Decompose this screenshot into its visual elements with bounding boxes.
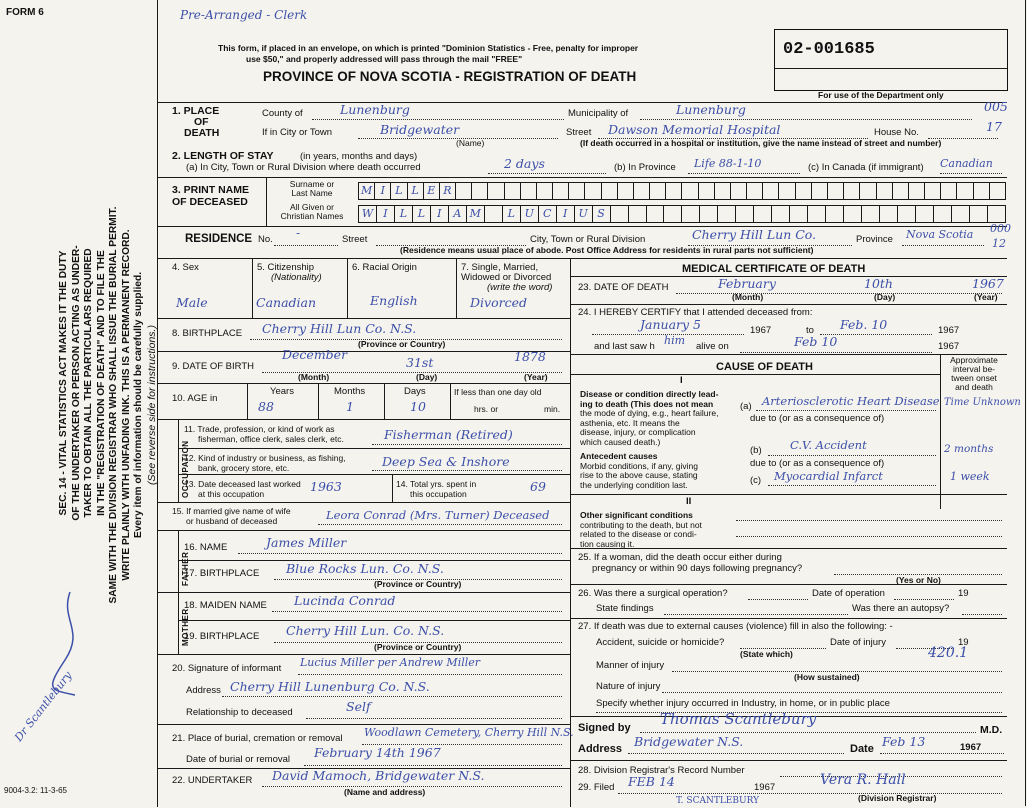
letter-box[interactable]: E [424, 183, 440, 199]
cause-c-value: Myocardial Infarct [774, 469, 883, 483]
cause-a-value: Arteriosclerotic Heart Disease [762, 394, 940, 408]
letter-box[interactable] [925, 183, 941, 199]
letter-box[interactable] [844, 206, 862, 222]
trade-value: Fisherman (Retired) [384, 427, 513, 442]
stay-canada-value: Canadian [940, 157, 993, 170]
cause-c-interval: 1 week [950, 470, 990, 483]
letter-box[interactable] [812, 183, 828, 199]
letter-box[interactable] [747, 183, 763, 199]
letter-box[interactable] [772, 206, 790, 222]
cause-b-value: C.V. Accident [790, 438, 867, 452]
letter-box[interactable] [488, 183, 504, 199]
letter-box[interactable]: W [359, 206, 377, 222]
relationship-value: Self [346, 699, 371, 714]
last-worked-value: 1963 [310, 479, 342, 494]
marital-value: Divorced [470, 295, 527, 310]
registrar-signature: Vera R. Hall [820, 772, 906, 788]
letter-box[interactable] [941, 183, 957, 199]
county-value: Lunenburg [340, 102, 410, 117]
physician-signature: Thomas Scantlebury [660, 710, 817, 728]
attended-from: January 5 [640, 317, 701, 332]
side-signature: Dr Scantlebury [12, 669, 75, 745]
letter-box[interactable]: L [408, 183, 424, 199]
letter-box[interactable] [699, 183, 715, 199]
letter-box[interactable] [990, 183, 1005, 199]
letter-box[interactable] [682, 206, 700, 222]
sex-value: Male [176, 295, 208, 310]
letter-box[interactable] [537, 183, 553, 199]
last-seen-value: Feb 10 [794, 334, 838, 349]
mother-maiden-value: Lucinda Conrad [294, 593, 396, 608]
cause-header: CAUSE OF DEATH [716, 361, 813, 373]
residence-city-value: Cherry Hill Lun Co. [692, 227, 817, 242]
letter-box[interactable]: L [413, 206, 431, 222]
letter-box[interactable]: I [557, 206, 575, 222]
side-instruction-2: SAME WITH THE DIVISION REGISTRAR WHO SHALL ISSUE THE BURIAL PERMIT. WRITE PLAINLY WITH UNFADING INK. THIS IS A PERMANENT RECORD. Every item of information should be carefully supplied. (See reverse side for instructions.) [108, 206, 158, 604]
interval-header: Approximate interval be- tween onset and death [950, 355, 998, 392]
letter-box[interactable]: M [467, 206, 485, 222]
place-code: 17 [986, 119, 1002, 134]
informant-signature: Lucius Miller per Andrew Miller [300, 656, 481, 669]
residence-province-value: Nova Scotia [906, 228, 974, 241]
municipality-value: Lunenburg [676, 102, 746, 117]
citizenship-value: Canadian [256, 295, 317, 310]
father-name-value: James Miller [266, 535, 347, 550]
letter-box[interactable] [485, 206, 503, 222]
registration-number: 02-001685 [783, 40, 875, 59]
letter-box[interactable]: L [503, 206, 521, 222]
stay-province-value: Life 88-1-10 [694, 157, 762, 170]
letter-box[interactable] [828, 183, 844, 199]
given-name-boxes[interactable] [358, 205, 1006, 223]
letter-box[interactable] [715, 183, 731, 199]
attended-to: Feb. 10 [840, 317, 888, 332]
physician-address: Bridgewater N.S. [634, 734, 744, 749]
letter-box[interactable]: U [575, 206, 593, 222]
certificate-date: Feb 13 [882, 734, 926, 749]
pen-scribble [45, 590, 95, 700]
letter-box[interactable]: U [521, 206, 539, 222]
county-code: 005 [984, 99, 1008, 114]
letter-box[interactable] [731, 183, 747, 199]
letter-box[interactable] [718, 206, 736, 222]
letter-box[interactable] [569, 183, 585, 199]
letter-box[interactable] [844, 183, 860, 199]
racial-origin-value: English [370, 293, 418, 308]
letter-box[interactable] [602, 183, 618, 199]
total-years-value: 69 [530, 479, 546, 494]
dob-month-value: December [282, 347, 348, 362]
letter-box[interactable] [472, 183, 488, 199]
letter-box[interactable] [629, 206, 647, 222]
letter-box[interactable] [664, 206, 682, 222]
letter-box[interactable] [877, 183, 893, 199]
letter-box[interactable] [585, 183, 601, 199]
letter-box[interactable]: I [377, 206, 395, 222]
death-day-value: 10th [864, 276, 893, 291]
letter-box[interactable] [970, 206, 988, 222]
letter-box[interactable]: M [359, 183, 375, 199]
injury-code: 420.1 [928, 645, 969, 661]
scantlebury-stamp: T. SCANTLEBURY [676, 796, 760, 806]
letter-box[interactable] [974, 183, 990, 199]
letter-box[interactable] [553, 183, 569, 199]
mail-instruction-1: This form, if placed in an envelope, on which is printed "Dominion Statistics - Free, penalty for improper [218, 43, 639, 53]
letter-box[interactable] [666, 183, 682, 199]
age-years-value: 88 [258, 399, 274, 414]
form-number: FORM 6 [6, 7, 44, 18]
letter-box[interactable] [700, 206, 718, 222]
burial-place-value: Woodlawn Cemetery, Cherry Hill N.S. [364, 726, 574, 739]
letter-box[interactable]: S [593, 206, 611, 222]
dob-day-value: 31st [406, 355, 434, 370]
letter-box[interactable] [779, 183, 795, 199]
registration-number-box [774, 29, 1008, 91]
industry-value: Deep Sea & Inshore [382, 454, 510, 469]
footer-code: 9004-3.2: 11-3-65 [4, 786, 68, 795]
age-days-value: 10 [410, 399, 426, 414]
form-title: PROVINCE OF NOVA SCOTIA - REGISTRATION OF DEATH [263, 69, 637, 84]
letter-box[interactable]: L [395, 206, 413, 222]
place-of-death-label: 1. PLACE OF DEATH [172, 105, 220, 139]
letter-box[interactable] [898, 206, 916, 222]
medical-header: MEDICAL CERTIFICATE OF DEATH [682, 263, 866, 275]
street-value: Dawson Memorial Hospital [608, 122, 781, 137]
residence-label: RESIDENCE [185, 233, 253, 245]
letter-box[interactable] [618, 183, 634, 199]
letter-box[interactable] [682, 183, 698, 199]
birthplace-value: Cherry Hill Lun Co. N.S. [262, 321, 417, 336]
letter-box[interactable] [860, 183, 876, 199]
letter-box[interactable] [909, 183, 925, 199]
letter-box[interactable] [456, 183, 472, 199]
letter-box[interactable] [736, 206, 754, 222]
letter-box[interactable]: I [431, 206, 449, 222]
spouse-value: Leora Conrad (Mrs. Turner) Deceased [326, 508, 550, 522]
age-months-value: 1 [346, 399, 354, 414]
letter-box[interactable] [916, 206, 934, 222]
letter-box[interactable] [808, 206, 826, 222]
death-year-value: 1967 [972, 276, 1004, 291]
mother-birthplace-value: Cherry Hill Lun. Co. N.S. [286, 623, 445, 638]
letter-box[interactable] [934, 206, 952, 222]
letter-box[interactable] [790, 206, 808, 222]
letter-box[interactable] [957, 183, 973, 199]
cause-a-interval: Time Unknown [944, 397, 1021, 408]
letter-box[interactable] [754, 206, 772, 222]
undertaker-value: David Mamoch, Bridgewater N.S. [272, 768, 485, 783]
letter-box[interactable] [862, 206, 880, 222]
dept-use-label: For use of the Department only [818, 90, 944, 100]
letter-box[interactable] [647, 206, 665, 222]
mail-instruction-2: use $50," and properly addressed will pass through the mail "FREE" [246, 54, 523, 64]
dob-year-value: 1878 [514, 349, 546, 364]
letter-box[interactable] [796, 183, 812, 199]
letter-box[interactable] [650, 183, 666, 199]
letter-box[interactable] [763, 183, 779, 199]
letter-box[interactable] [988, 206, 1005, 222]
burial-date-value: February 14th 1967 [314, 745, 441, 760]
city-value: Bridgewater [380, 122, 460, 137]
surname-boxes[interactable] [358, 182, 1006, 200]
print-name-label: 3. PRINT NAME OF DECEASED [172, 184, 250, 208]
letter-box[interactable]: L [391, 183, 407, 199]
death-month-value: February [718, 276, 776, 291]
letter-box[interactable] [893, 183, 909, 199]
cause-b-interval: 2 months [944, 443, 994, 455]
informant-address-value: Cherry Hill Lunenburg Co. N.S. [230, 679, 430, 694]
letter-box[interactable]: A [449, 206, 467, 222]
letter-box[interactable] [611, 206, 629, 222]
letter-box[interactable] [880, 206, 898, 222]
letter-box[interactable] [826, 206, 844, 222]
side-instruction-1: SEC. 14 - VITAL STATISTICS ACT MAKES IT THE DUTY OF THE UNDERTAKER OR PERSON ACTING AS UNDER- TAKER TO OBTAIN ALL THE PARTICULARS REQUIRED IN THE "REGISTRATION OF DEATH" AND TO FILE THE [58, 245, 107, 521]
letter-box[interactable] [521, 183, 537, 199]
death-registration-form: FORM 6 9004-3.2: 11-3-65 SEC. 14 - VITAL STATISTICS ACT MAKES IT THE DUTY OF THE UNDERTAKER OR PERSON ACTING AS UNDER- TAKER TO OBTAIN ALL THE PARTICULARS REQUIRED IN THE "REGISTRATION OF DEATH" AND TO FILE THE SAME WITH THE DIVISION REGISTRAR WHO SHALL ISSUE THE BURIAL PERMIT. WRITE PLAINLY WITH UNFADING INK. THIS IS A PERMANENT RECORD. Every item of information should be carefully supplied. (See reverse side for instructions.) Dr Scantlebury Pre-Arranged - Clerk This form, if placed in an envelope, on which is printed "Dominion Statistics - Free, penalty for improper use $50," and properly addressed will pass through the mail "FREE" PROVINCE OF NOVA SCOTIA - REGISTRATION OF DEATH 02-001685 For use of the Department only 1. PLACE OF DEATH County of Lunenburg Municipality of Lunenburg 005 If in City or Town Bridgewater (Name) Street Dawson Memorial Hospital House No. 17 (If death occurred in a hospital or institution, give the name instead of street and number) 2. LENGTH OF STAY (in years, months and days) (a) In City, Town or Rural Division where death occurred 2 days (b) In Province Life 88-1-10 (c) In Canada (if immigrant) Canadian 3. PRINT NAME OF DECEASED Surname or Last Name All Given or Christian Names M I L L E R W I L L I A M L U C I U S RESIDENCE No. - Street City, Town or Rural Division Cherry Hill Lun Co. Province Nova Scotia 000 12 (Residence means usual place of abode. Post Office Address for residents in rural parts not sufficient) 4. Sex Male 5. Citizenship (Nationality) Canadian 6. Racial Origin English 7. Single, Married, Widowed or Divorced (write the word) Divorced 8. BIRTHPLACE Cherry Hill Lun Co. N.S. (Province or Country) 9. DATE OF BIRTH December 31st 1878 (Month) (Day) (Year) 10. AGE in Years Months Days 88 1 10 If less than one day old hrs. or min. OCCUPATION 11. Trade, profession, or kind of work as fisherman, office clerk, sales clerk, etc. Fisherman (Retired) 12. Kind of industry or business, as fishing, bank, grocery store, etc. Deep Sea & Inshore 13. Date deceased last worked at this occupation 1963 14. Total yrs. spent in this occupation 69 15. If married give name of wife or husband of deceased Leora Conrad (Mrs. Turner) Deceased FATHER 16. NAME James Miller 17. BIRTHPLACE Blue Rocks Lun. Co. N.S. (Province or Country) MOTHER 18. MAIDEN NAME Lucinda Conrad 19. BIRTHPLACE Cherry Hill Lun. Co. N.S. (Province or Country) 20. Signature of informant Lucius Miller per Andrew Miller Address Cherry Hill Lunenburg Co. N.S. Relationship to deceased Self 21. Place of burial, cremation or removal Woodlawn Cemetery, Cherry Hill N.S. Date of burial or removal February 14th 1967 22. UNDERTAKER David Mamoch, Bridgewater N.S. (Name and address) MEDICAL CERTIFICATE OF DEATH 23. DATE OF DEATH February 10th 1967 (Month) (Day) (Year) 24. I HEREBY CERTIFY that I attended deceased from: January 5 1967 to Feb. 10 1967 and last saw h him alive on Feb 10 1967 CAUSE OF DEATH Approximate interval be- tween onset and death I Disease or condition directly lead- ing to death (This does not mean the mode of dying, e.g., heart failure, asthenia, etc. It means the disease, injury, or complication which caused death.) (a) Arteriosclerotic Heart Disease Time Unknown due to (or as a consequence of) Antecedent causes Morbid conditions, if any, giving rise to the above cause, stating the underlying condition last. (b) C.V. Accident 2 months due to (or as a consequence of) (c) Myocardial Infarct 1 week II Other significant conditions contributing to the death, but not related to the disease or condi- tion causing it. 25. If a woman, did the death occur either during pregnancy or within 90 days following pregnancy? (Yes or No) 26. Was there a surgical operation? Date of operation 19 State findings Was there an autopsy? 27. If death was due to external causes (violence) fill in also the following: - Accident, suicide or homicide? Date of injury 19 (State which) Manner of injury 420.1 (How sustained) Nature of injury Specify whether injury occurred in Industry, in home, or in public place Signed by Thomas Scantlebury M.D. Address Bridgewater N.S. Date Feb 13 1967 28. Division Registrar's Record Number 29. Filed FEB 14 1967 Vera R. Hall (Division Registrar) T. SCANTLEBURY [0, 0, 1027, 807]
letter-box[interactable] [952, 206, 970, 222]
top-note: Pre-Arranged - Clerk [180, 8, 308, 22]
letter-box[interactable]: I [375, 183, 391, 199]
letter-box[interactable]: R [440, 183, 456, 199]
letter-box[interactable] [634, 183, 650, 199]
stay-city-value: 2 days [504, 156, 545, 171]
letter-box[interactable] [505, 183, 521, 199]
filed-date: FEB 14 [628, 774, 675, 789]
father-birthplace-value: Blue Rocks Lun. Co. N.S. [286, 561, 444, 576]
letter-box[interactable]: C [539, 206, 557, 222]
